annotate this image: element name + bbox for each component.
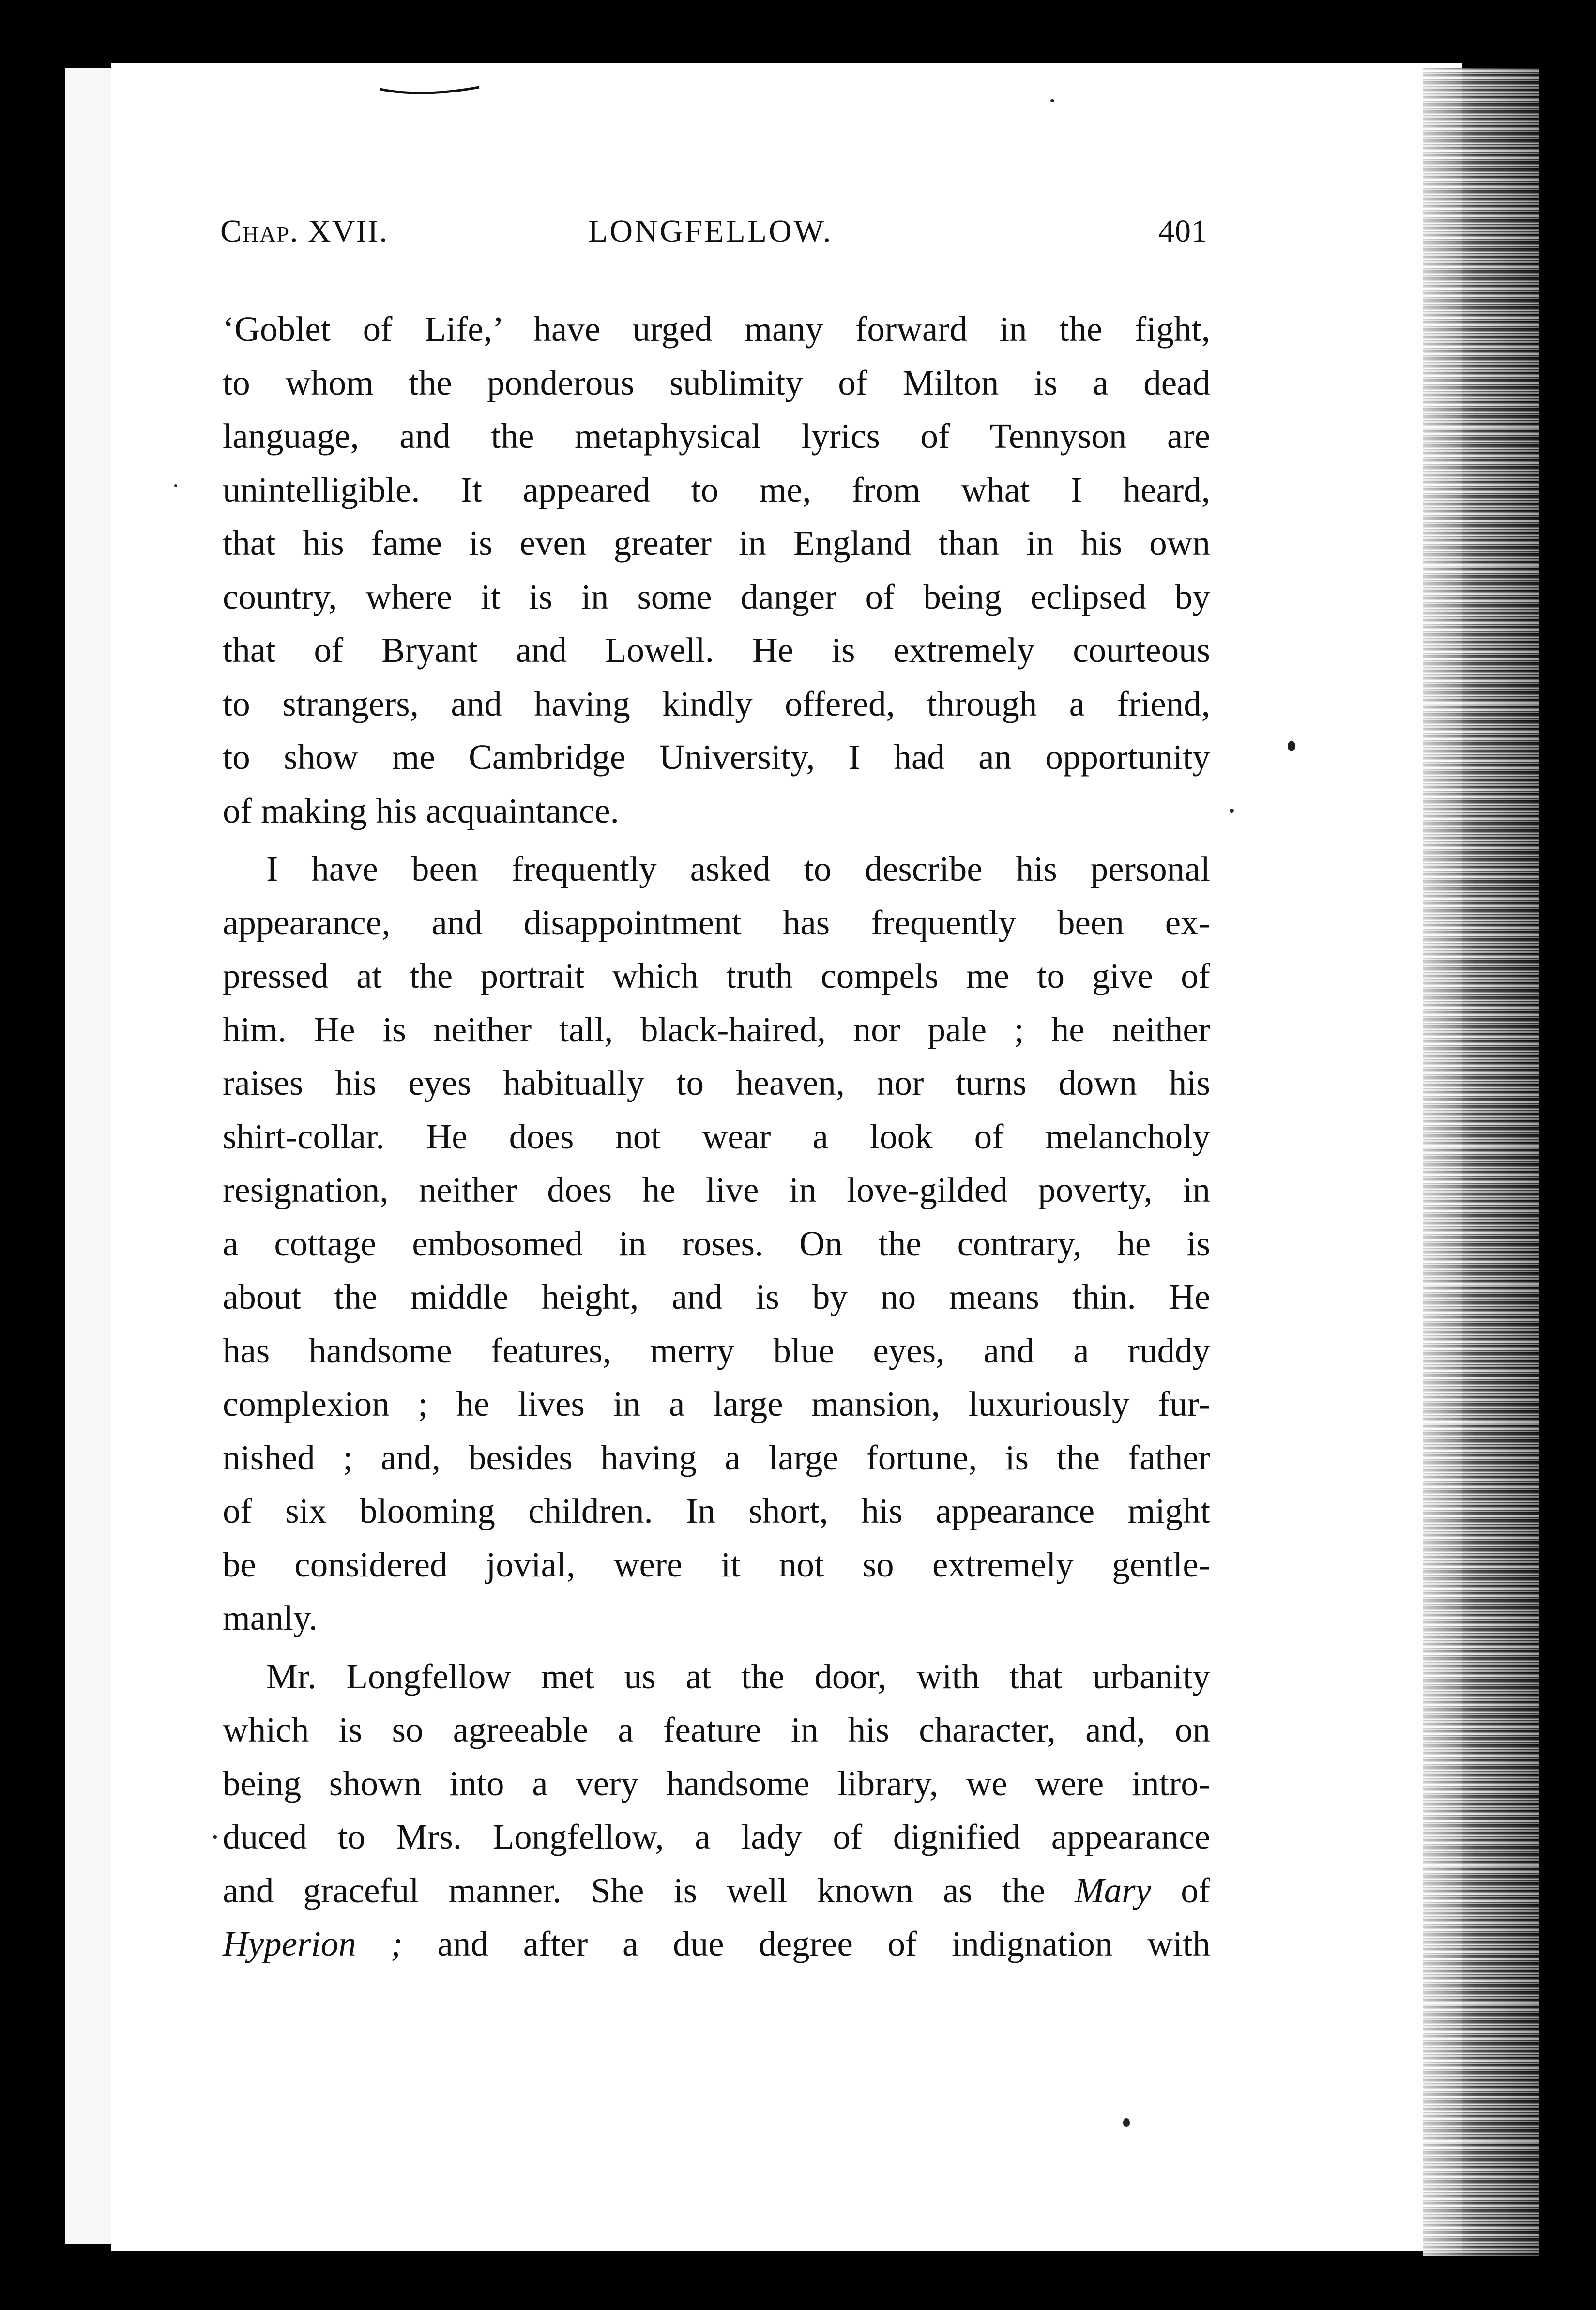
text-line: being shown into a very handsome library, we were intro- <box>223 1763 1210 1803</box>
text-line: of making his acquaintance. <box>223 791 619 830</box>
text-line: be considered jovial, were it not so extremely gentle- <box>223 1545 1210 1584</box>
scan-speck <box>1123 2118 1130 2127</box>
text-line: nished ; and, besides having a large fortune, is the father <box>223 1438 1210 1477</box>
text-line: has handsome features, merry blue eyes, and a ruddy <box>223 1331 1210 1370</box>
text-line: about the middle height, and is by no means thin. He <box>223 1277 1210 1316</box>
page-number: 401 <box>1158 214 1208 249</box>
left-page-edge <box>65 68 111 2244</box>
text-line: raises his eyes habitually to heaven, nor turns down his <box>223 1063 1210 1102</box>
text-line: Mr. Longfellow met us at the door, with that urbanity <box>266 1656 1210 1696</box>
text-segment: of <box>1181 1870 1211 1910</box>
text-line: complexion ; he lives in a large mansion, luxuriously fur- <box>223 1384 1210 1423</box>
text-line: duced to Mrs. Longfellow, a lady of dignified appearance <box>223 1817 1210 1856</box>
text-line: to whom the ponderous sublimity of Milton is a dead <box>223 363 1210 402</box>
scan-speck <box>1288 741 1295 751</box>
text-line-with-italic <box>223 1917 1210 1971</box>
text-line-with-italic <box>223 1864 1210 1918</box>
text-line: which is so agreeable a feature in his character, and, on <box>223 1710 1210 1749</box>
italic-word-hyperion: Hyperion ; <box>223 1924 403 1963</box>
text-segment: and graceful manner. She is well known as the <box>223 1870 1045 1910</box>
text-line: unintelligible. It appeared to me, from what I heard, <box>223 470 1210 509</box>
body-text <box>223 303 1210 1971</box>
text-line: a cottage embosomed in roses. On the contrary, he is <box>223 1224 1210 1263</box>
running-head <box>220 213 1208 257</box>
italic-word-mary: Mary <box>1074 1870 1152 1910</box>
ink-flourish-mark <box>378 83 484 97</box>
text-line: pressed at the portrait which truth compels me to give of <box>223 956 1210 995</box>
text-line: ‘Goblet of Life,’ have urged many forward in the fight, <box>223 309 1210 349</box>
page-fore-edge-fade <box>1423 68 1539 2256</box>
text-line: I have been frequently asked to describe his personal <box>266 849 1210 888</box>
scan-speck <box>1230 809 1234 813</box>
text-line: manly. <box>223 1598 318 1637</box>
chapter-label: Chap. XVII. <box>220 214 388 249</box>
scan-speck <box>174 484 177 487</box>
scan-speck <box>1050 99 1054 102</box>
text-line: of six blooming children. In short, his appearance might <box>223 1491 1210 1530</box>
text-line: to show me Cambridge University, I had an opportunity <box>223 737 1210 777</box>
text-line: appearance, and disappointment has frequently been ex- <box>223 903 1210 942</box>
text-line: country, where it is in some danger of being eclipsed by <box>223 577 1210 616</box>
text-line: resignation, neither does he live in love-gilded poverty, in <box>223 1170 1210 1209</box>
scan-speck <box>213 1835 217 1839</box>
text-segment: and after a due degree of indignation with <box>437 1924 1210 1963</box>
text-line: that his fame is even greater in England than in his own <box>223 523 1210 563</box>
text-line: shirt-collar. He does not wear a look of melancholy <box>223 1117 1210 1156</box>
text-line: that of Bryant and Lowell. He is extremely courteous <box>223 630 1210 670</box>
text-line: him. He is neither tall, black-haired, nor pale ; he neither <box>223 1010 1210 1049</box>
running-title: LONGFELLOW. <box>588 214 833 249</box>
text-line: to strangers, and having kindly offered, through a friend, <box>223 684 1210 723</box>
text-line: language, and the metaphysical lyrics of Tennyson are <box>223 416 1210 456</box>
